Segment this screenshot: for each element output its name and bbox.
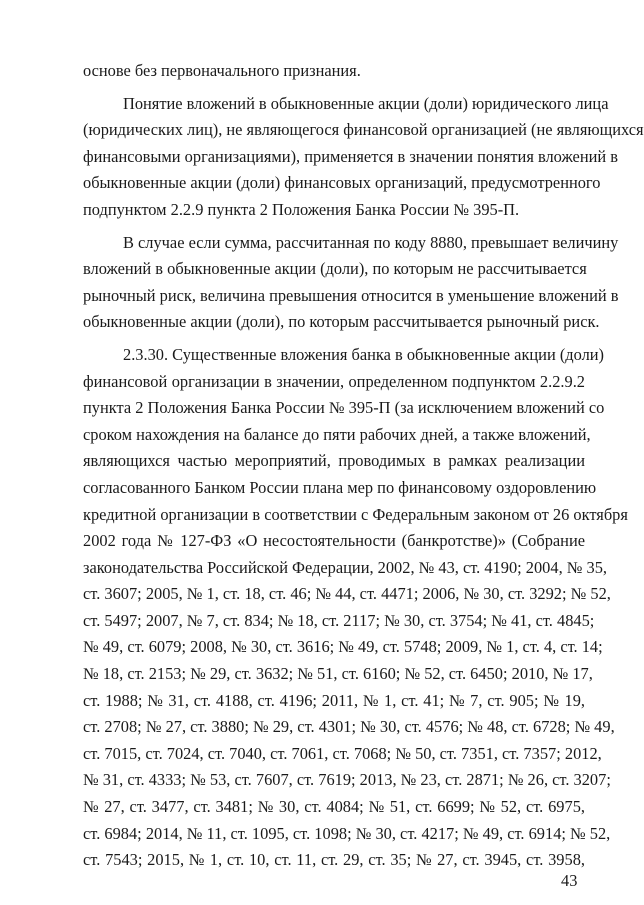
text-line: ст. 5497; 2007, № 7, ст. 834; № 18, ст. 2117; № 30, ст. 3754; № 41, ст. 4845; — [83, 610, 595, 630]
text-line: согласованного Банком России плана мер по финансовому оздоровлению — [83, 477, 597, 497]
text-line: 2002 года № 127-ФЗ «О несостоятельности (банкротстве)» (Собрание — [83, 531, 585, 551]
text-line: ст. 7015, ст. 7024, ст. 7040, ст. 7061, ст. 7068; № 50, ст. 7351, ст. 7357; 2012, — [83, 743, 602, 763]
text-line: финансовыми организациями), применяется в значении понятия вложений в — [83, 146, 618, 166]
page-number: 43 — [561, 871, 578, 890]
text-line: кредитной организации в соответствии с Федеральным законом от 26 октября — [83, 504, 628, 524]
text-line: подпунктом 2.2.9 пункта 2 Положения Банка России № 395-П. — [83, 199, 520, 219]
text-line: Понятие вложений в обыкновенные акции (доли) юридического лица — [123, 93, 609, 113]
text-line: сроком нахождения на балансе до пяти рабочих дней, а также вложений, — [83, 424, 591, 444]
text-line: обыкновенные акции (доли), по которым рассчитывается рыночный риск. — [83, 312, 600, 332]
text-line: ст. 6984; 2014, № 11, ст. 1095, ст. 1098; № 30, ст. 4217; № 49, ст. 6914; № 52, — [83, 823, 611, 843]
text-line: законодательства Российской Федерации, 2002, № 43, ст. 4190; 2004, № 35, — [83, 557, 607, 577]
document-body — [83, 58, 644, 874]
text-line: № 31, ст. 4333; № 53, ст. 7607, ст. 7619; 2013, № 23, ст. 2871; № 26, ст. 3207; — [83, 770, 611, 790]
text-line: (юридических лиц), не являющегося финансовой организацией (не являющихся — [83, 120, 644, 140]
text-line: вложений в обыкновенные акции (доли), по которым не рассчитывается — [83, 259, 587, 279]
text-line: пункта 2 Положения Банка России № 395-П (за исключением вложений со — [83, 398, 605, 418]
text-line: № 27, ст. 3477, ст. 3481; № 30, ст. 4084; № 51, ст. 6699; № 52, ст. 6975, — [83, 797, 585, 817]
text-line: являющихся частью мероприятий, проводимых в рамках реализации — [83, 451, 585, 471]
text-line: основе без первоначального признания. — [83, 61, 361, 80]
text-line: обыкновенные акции (доли) финансовых организаций, предусмотренного — [83, 173, 601, 193]
text-line: ст. 2708; № 27, ст. 3880; № 29, ст. 4301; № 30, ст. 4576; № 48, ст. 6728; № 49, — [83, 717, 615, 737]
text-line: № 18, ст. 2153; № 29, ст. 3632; № 51, ст. 6160; № 52, ст. 6450; 2010, № 17, — [83, 664, 593, 684]
text-line: № 49, ст. 6079; 2008, № 30, ст. 3616; № 49, ст. 5748; 2009, № 1, ст. 4, ст. 14; — [83, 637, 603, 657]
text-line: ст. 7543; 2015, № 1, ст. 10, ст. 11, ст. 29, ст. 35; № 27, ст. 3945, ст. 3958, — [83, 850, 585, 870]
text-line: финансовой организации в значении, определенном подпунктом 2.2.9.2 — [83, 371, 585, 391]
text-line: рыночный риск, величина превышения относится в уменьшение вложений в — [83, 285, 619, 305]
text-line: В случае если сумма, рассчитанная по коду 8880, превышает величину — [123, 232, 619, 252]
text-line: ст. 1988; № 31, ст. 4188, ст. 4196; 2011, № 1, ст. 41; № 7, ст. 905; № 19, — [83, 690, 585, 710]
text-line: ст. 3607; 2005, № 1, ст. 18, ст. 46; № 44, ст. 4471; 2006, № 30, ст. 3292; № 52, — [83, 584, 611, 604]
text-line: 2.3.30. Существенные вложения банка в обыкновенные акции (доли) — [123, 344, 605, 364]
